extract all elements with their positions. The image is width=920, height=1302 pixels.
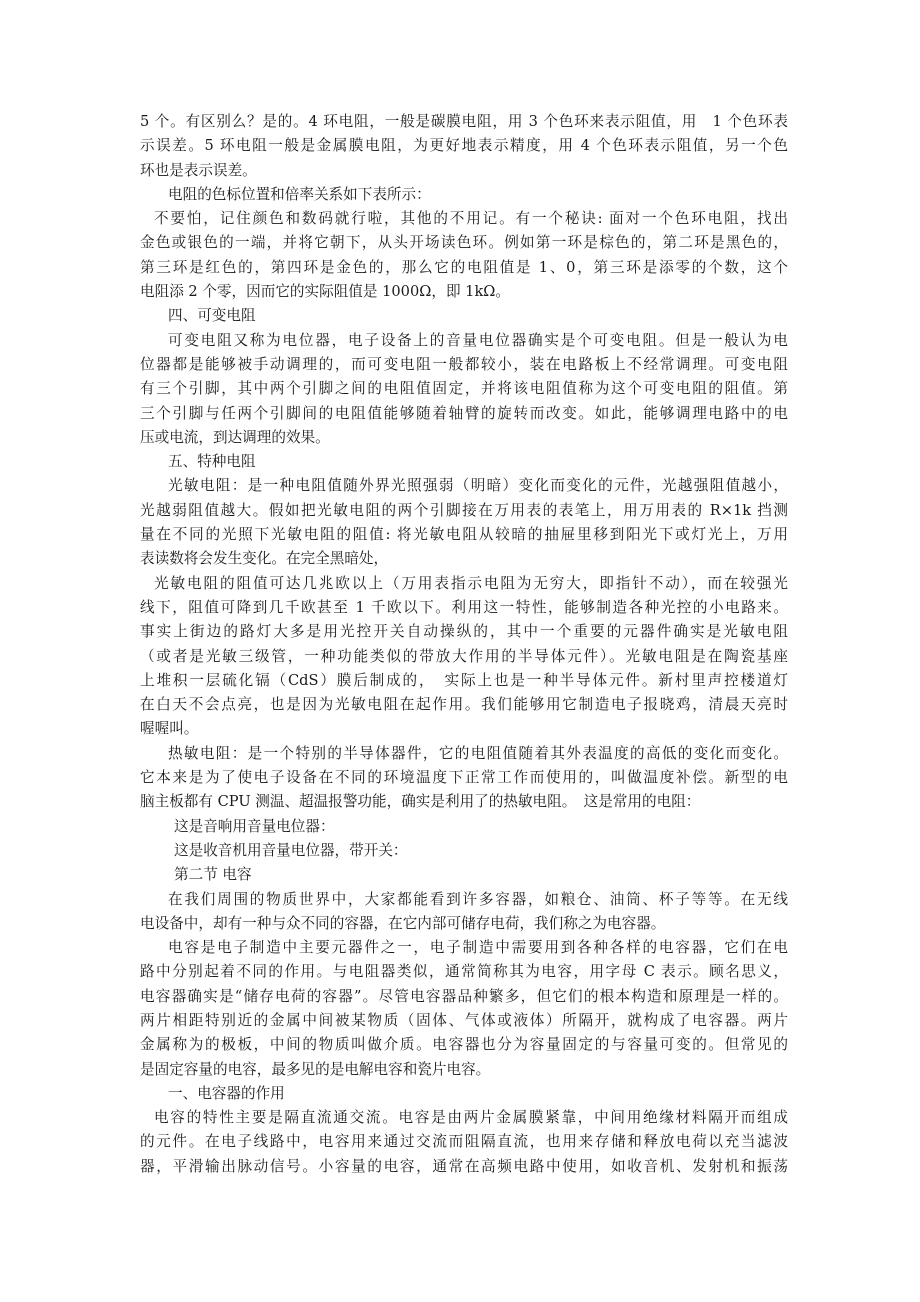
text-line: 第三环是红色的，第四环是金色的，那么它的电阻值是 1、0，第三环是添零的个数，这个 [140, 258, 788, 276]
text-line: 它本来是为了使电子设备在不同的环境温度下正常工作而使用的，叫做温度补偿。新型的电 [140, 769, 788, 787]
text-line: 有三个引脚，其中两个引脚之间的电阻值固定，并将该电阻值称为这个可变电阻的阻值。第 [140, 380, 788, 398]
text-line: 示误差。5 环电阻一般是金属膜电阻，为更好地表示精度，用 4 个色环表示阻值，另一个色 [140, 137, 788, 155]
text-line: 在我们周围的物质世界中，大家都能看到许多容器，如粮仓、油筒、杯子等等。在无线 [168, 890, 788, 908]
text-line: 热敏电阻：是一个特别的半导体器件，它的电阻值随着其外表温度的高低的变化而变化。 [168, 744, 788, 762]
text-line: 表读数将会发生变化。在完全黑暗处， [140, 550, 389, 568]
text-line: 第二节 电容 [174, 866, 252, 884]
text-line: 电设备中，却有一种与众不同的容器，在它内部可储存电荷，我们称之为电容器。 [140, 914, 666, 932]
text-line: 不要怕，记住颜色和数码就行啦，其他的不用记。有一个秘诀: 面对一个色环电阻，找出 [154, 210, 788, 228]
text-line: 喔喔叫。 [140, 720, 199, 738]
text-line: 是固定容量的电容，最多见的是电解电容和瓷片电容。 [140, 1060, 491, 1078]
text-line: 金属称为的极板，中间的物质叫做介质。电容器也分为容量固定的与容量可变的。但常见的 [140, 1036, 788, 1054]
text-line: 位器都是能够被手动调理的，而可变电阻一般都较小，装在电路板上不经常调理。可变电阻 [140, 355, 788, 373]
text-line: 压或电流，到达调理的效果。 [140, 428, 330, 446]
text-line: 光敏电阻：是一种电阻值随外界光照强弱（明暗）变化而变化的元件，光越强阻值越小， [168, 477, 788, 495]
text-line: 电容器确实是“储存电荷的容器”。尽管电容器品种繁多，但它们的根本构造和原理是一样的。 [140, 987, 788, 1005]
text-line: 两片相距特别近的金属中间被某物质（固体、气体或液体）所隔开，就构成了电容器。两片 [140, 1011, 788, 1029]
text-line: 电阻的色标位置和倍率关系如下表所示： [168, 185, 431, 203]
text-line: 这是音响用音量电位器： [174, 817, 335, 835]
text-line: 事实上街边的路灯大多是用光控开关自动操纵的，其中一个重要的元器件确实是光敏电阻 [140, 623, 788, 641]
text-line: 电容是电子制造中主要元器件之一，电子制造中需要用到各种各样的电容器，它们在电 [168, 939, 788, 957]
text-line: 金色或银色的一端，并将它朝下，从头开场读色环。例如第一环是棕色的，第二环是黑色的， [140, 234, 788, 252]
text-line: 光敏电阻的阻值可达几兆欧以上（万用表指示电阻为无穷大，即指针不动），而在较强光 [154, 574, 788, 592]
text-line: 脑主板都有 CPU 测温、超温报警功能，确实是利用了的热敏电阻。 这是常用的电阻： [140, 793, 701, 811]
text-line: 器，平滑输出脉动信号。小容量的电容，通常在高频电路中使用，如收音机、发射机和振荡 [140, 1157, 788, 1175]
text-line: 环也是表示误差。 [140, 161, 257, 179]
text-line: 的元件。在电子线路中，电容用来通过交流而阻隔直流，也用来存储和释放电荷以充当滤波 [140, 1133, 788, 1151]
document-page [140, 110, 788, 1179]
text-line: 路中分别起着不同的作用。与电阻器类似，通常简称其为电容，用字母 C 表示。顾名思义， [140, 963, 788, 981]
text-line: 光越弱阻值越大。假如把光敏电阻的两个引脚接在万用表的表笔上，用万用表的 R×1k 挡测 [140, 501, 788, 519]
text-line: 这是收音机用音量电位器，带开关： [174, 841, 408, 859]
text-line: 在白天不会点亮，也是因为光敏电阻在起作用。我们能够用它制造电子报晓鸡，清晨天亮时 [140, 696, 788, 714]
text-line: 五、特种电阻 [168, 453, 256, 471]
text-line: 量在不同的光照下光敏电阻的阻值: 将光敏电阻从较暗的抽屉里移到阳光下或灯光上，万用 [140, 526, 788, 544]
text-line: 三个引脚与任两个引脚间的电阻值能够随着轴臂的旋转而改变。如此，能够调理电路中的电 [140, 404, 788, 422]
text-line: （或者是光敏三级管，一种功能类似的带放大作用的半导体元件）。光敏电阻是在陶瓷基座 [140, 647, 788, 665]
text-line: 上堆积一层硫化镉（CdS）膜后制成的， 实际上也是一种半导体元件。新村里声控楼道灯 [140, 671, 788, 689]
text-line: 四、可变电阻 [168, 307, 256, 325]
text-line: 线下，阻值可降到几千欧甚至 1 千欧以下。利用这一特性，能够制造各种光控的小电路来。 [140, 598, 788, 616]
text-line: 一、电容器的作用 [168, 1084, 285, 1102]
text-line: 电容的特性主要是隔直流通交流。电容是由两片金属膜紧靠，中间用绝缘材料隔开而组成 [154, 1109, 788, 1127]
text-line: 5 个。有区别么？是的。4 环电阻，一般是碳膜电阻，用 3 个色环来表示阻值，用 1 个色环表 [140, 113, 788, 130]
text-line: 可变电阻又称为电位器，电子设备上的音量电位器确实是个可变电阻。但是一般认为电 [168, 331, 788, 349]
text-line: 电阻添 2 个零，因而它的实际阻值是 1000Ω，即 1kΩ。 [140, 283, 510, 301]
